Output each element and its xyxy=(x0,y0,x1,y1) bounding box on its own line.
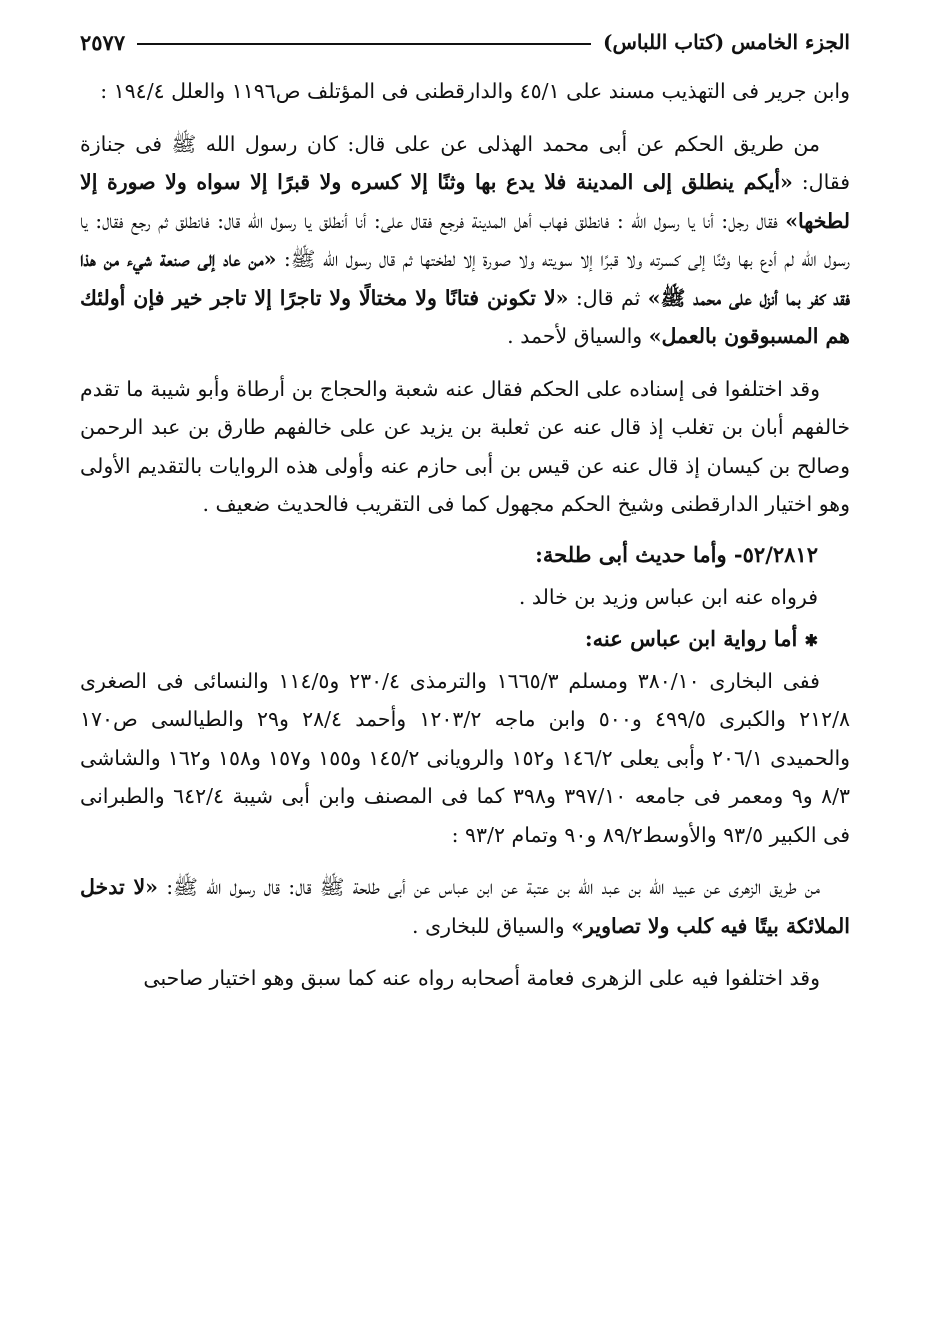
paragraph-hadith-angels xyxy=(80,868,850,945)
header-rule xyxy=(137,43,591,45)
paragraph-narrators: فرواه عنه ابن عباس وزيد بن خالد . xyxy=(518,584,818,609)
hadith-chain: من طريق الحكم عن أبى محمد الهذلى عن على قال: كان رسول الله ﷺ فى جنازة فقال: xyxy=(80,131,850,194)
paragraph-isnad-discussion: وقد اختلفوا فى إسناده على الحكم فقال عنه شعبة والحجاج بن أرطاة وأبو شيبة ما تقدم خالفهم أبان بن تغلب إذ قال عنه عن ثعلبة بن يزيد عن على خالفهم طارق بن عبد الرحمن وصالح بن كيسان إذ قال عنه عن قيس بن أبى حازم عنه وأولى هذه الروايات بالتقديم الأولى وهو اختيار الدارقطنى وشيخ الحكم مجهول كما فى التقريب فالحديث ضعيف . xyxy=(80,376,850,516)
hadith-quote-2: «من عاد إلى صنعة شيء من هذا فقد كفر بما أنزل على محمد ﷺ» xyxy=(80,247,850,310)
page-number: ٢٥٧٧ xyxy=(80,29,126,55)
hadith-quote-3: «لا تكونن فتانًا ولا مختالًا ولا تاجرًا إلا تاجر خير فإن أولئك هم المسبوقون بالعمل» xyxy=(80,285,850,348)
subheading-text: أما رواية ابن عباس عنه: xyxy=(584,625,798,651)
paragraph-zuhri-discussion: وقد اختلفوا فيه على الزهرى فعامة أصحابه رواه عنه كما سبق وهو اختيار صاحبى xyxy=(143,966,820,990)
hadith-context-note: والسياق لأحمد . xyxy=(507,324,649,348)
hadith-quote-angels: «لا تدخل الملائكة بيتًا فيه كلب ولا تصاوير» xyxy=(80,875,850,938)
hadith-chain-2: من طريق الزهرى عن عبيد الله بن عبد الله بن عتبة عن ابن عباس عن أبى طلحة ﷺ قال: قال رسول الله ﷺ: xyxy=(158,875,820,899)
subheading-ibn-abbas xyxy=(80,618,850,662)
hadith-quote-1: «أيكم ينطلق إلى المدينة فلا يدع بها وثنًا إلا كسره ولا قبرًا إلا سواه ولا صورة إلا لطخها» xyxy=(80,170,850,233)
hadith-then-said: ثم قال: xyxy=(568,285,648,310)
page-header xyxy=(80,22,850,62)
hadith-context-note-2: والسياق للبخارى . xyxy=(412,913,572,938)
paragraph-sources-1: وابن جرير فى التهذيب مسند على ٤٥/١ والدارقطنى فى المؤتلف ص١١٩٦ والعلل ١٩٤/٤ : xyxy=(100,79,850,103)
running-title: الجزء الخامس (كتاب اللباس) xyxy=(603,30,850,54)
paragraph-sources-2: ففى البخارى ٣٨٠/١٠ ومسلم ١٦٦٥/٣ والترمذى ٢٣٠/٤ و١١٤/٥ والنسائى فى الصغرى ٢١٢/٨ والكبرى ٤٩٩/٥ و٥٠٠ وابن ماجه ١٢٠٣/٢ وأحمد ٢٨/٤ و٢٩ والطيالسى ص١٧٠ والحميدى ٢٠٦/١ وأبى يعلى ١٤٦/٢ و١٥٢ والرويانى ١٤٥/٢ و١٥٥ و١٥٧ و١٥٨ و١٦٢ والشاشى ٨/٣ و٩ ومعمر فى جامعه ٣٩٧/١٠ و٣٩٨ كما فى المصنف وابن أبى شيبة ٦٤٢/٤ والطبرانى فى الكبير ٩٣/٥ والأوسط٨٩/٢ و٩٠ وتمام ٩٣/٢ : xyxy=(80,668,851,847)
hadith-narration: فقال رجل: أنا يا رسول الله : فانطلق فهاب أهل المدينة فرجع فقال على: أنا أنطلق يا رسول الله قال: فانطلق ثم رجع فقال: يا رسول الله لم أدع بها وثنًا إلى كسرته ولا قبرًا إلا سويته ولا صورة إلا لطختها ثم قال رسول الله ﷺ: xyxy=(80,208,850,271)
paragraph-hadith-ali xyxy=(80,125,850,356)
section-heading-abu-talha: ٥٢/٢٨١٢- وأما حديث أبى طلحة: xyxy=(535,541,818,567)
book-page xyxy=(80,22,850,998)
asterisk-icon: ✱ xyxy=(804,630,818,650)
